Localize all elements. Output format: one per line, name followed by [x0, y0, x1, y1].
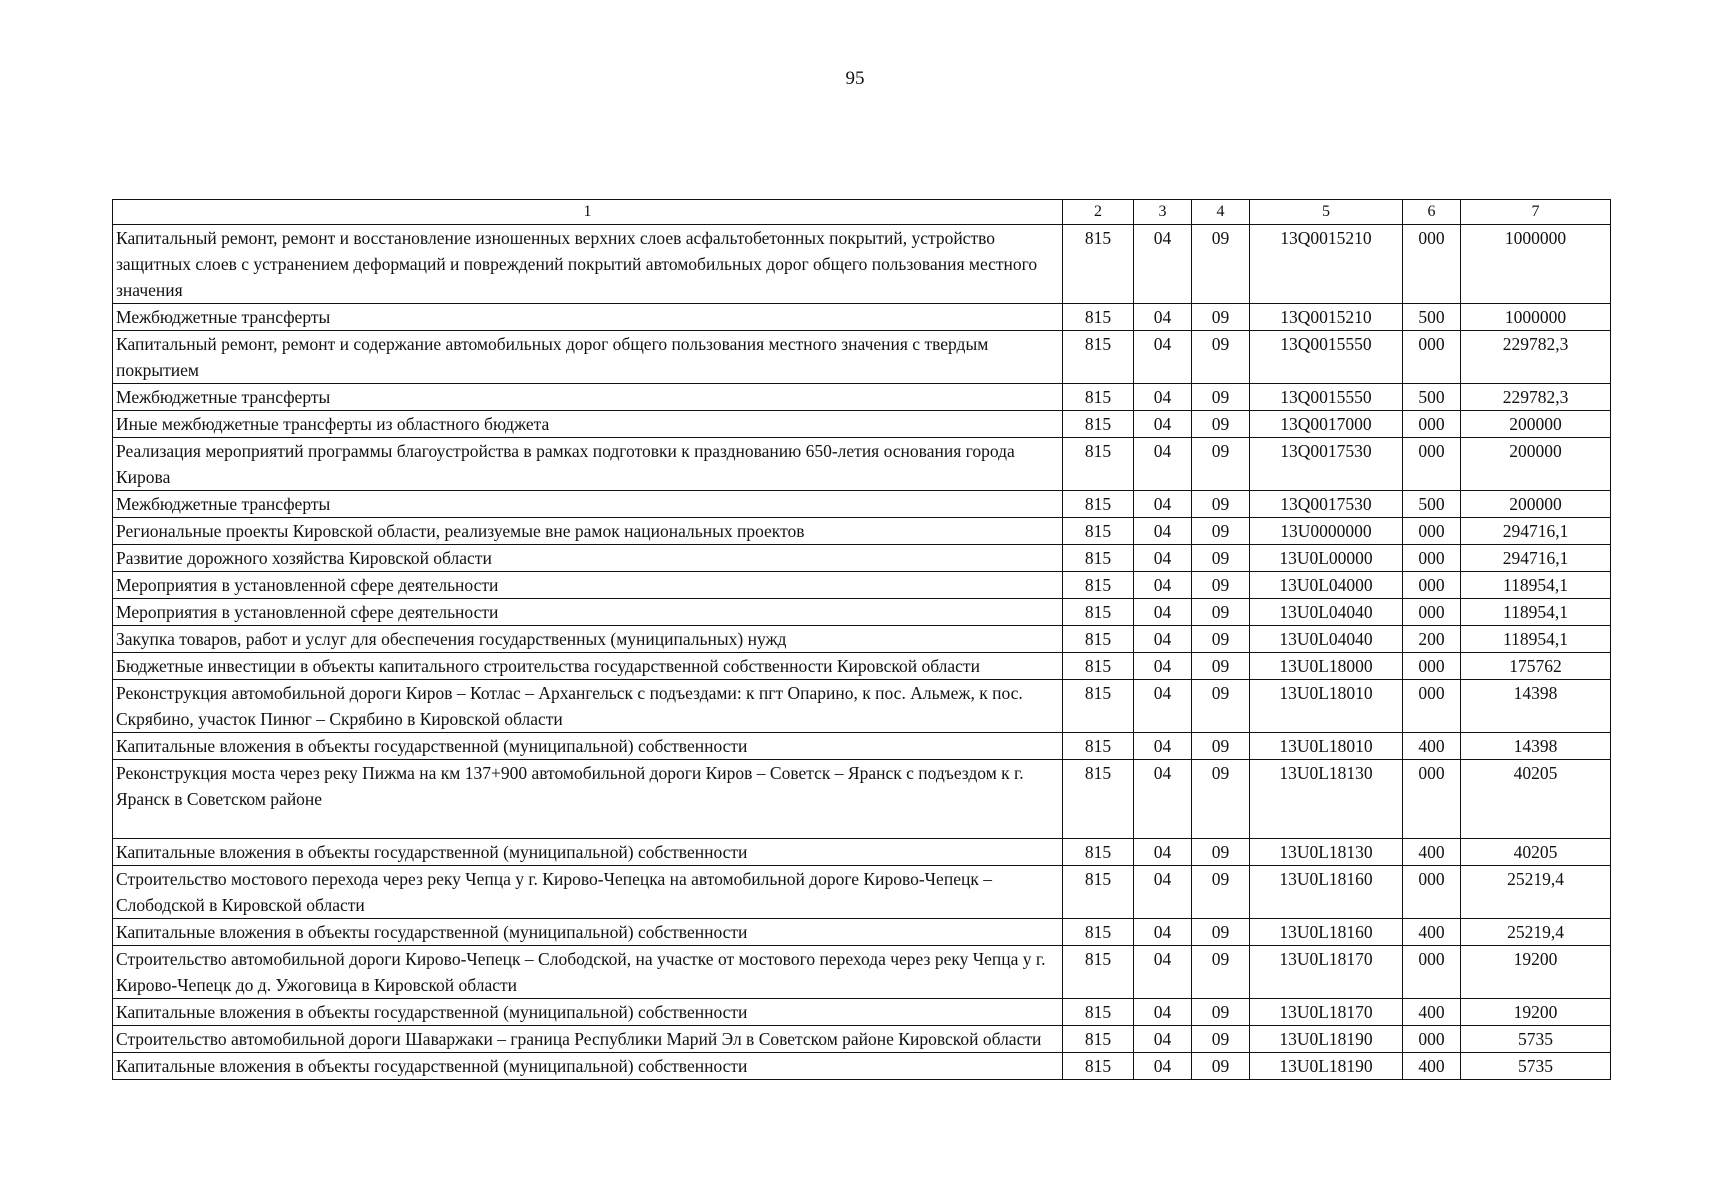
col-2-value: 815: [1063, 599, 1134, 626]
col-2-value: 815: [1063, 304, 1134, 331]
col-6-value: 000: [1403, 946, 1461, 999]
col-4-value: 09: [1192, 225, 1250, 304]
row-name: Капитальные вложения в объекты государственной (муниципальной) собственности: [113, 919, 1063, 946]
col-7-value: 1000000: [1461, 304, 1611, 331]
budget-table: [112, 199, 1611, 1080]
col-5-value: 13U0L18130: [1250, 760, 1403, 839]
col-6-value: 000: [1403, 866, 1461, 919]
col-2-value: 815: [1063, 1026, 1134, 1053]
col-7-value: 14398: [1461, 680, 1611, 733]
col-6-value: 000: [1403, 411, 1461, 438]
col-7-value: 200000: [1461, 491, 1611, 518]
column-header: 7: [1461, 200, 1611, 225]
table-row: [113, 946, 1611, 999]
col-5-value: 13Q0015550: [1250, 384, 1403, 411]
col-3-value: 04: [1134, 438, 1192, 491]
col-4-value: 09: [1192, 1053, 1250, 1080]
row-name: Капитальные вложения в объекты государственной (муниципальной) собственности: [113, 733, 1063, 760]
col-2-value: 815: [1063, 733, 1134, 760]
col-6-value: 000: [1403, 680, 1461, 733]
table-row: [113, 999, 1611, 1026]
col-4-value: 09: [1192, 438, 1250, 491]
row-name: Мероприятия в установленной сфере деятельности: [113, 599, 1063, 626]
col-5-value: 13U0L04040: [1250, 626, 1403, 653]
col-4-value: 09: [1192, 491, 1250, 518]
col-2-value: 815: [1063, 331, 1134, 384]
col-4-value: 09: [1192, 626, 1250, 653]
col-6-value: 000: [1403, 545, 1461, 572]
col-4-value: 09: [1192, 999, 1250, 1026]
header-row: [113, 200, 1611, 225]
col-4-value: 09: [1192, 518, 1250, 545]
table-row: [113, 411, 1611, 438]
col-3-value: 04: [1134, 384, 1192, 411]
table-row: [113, 304, 1611, 331]
col-4-value: 09: [1192, 919, 1250, 946]
table-body: [113, 225, 1611, 1080]
row-name: Строительство мостового перехода через реку Чепца у г. Кирово-Чепецка на автомобильной дороге Кирово-Чепецк – Слободской в Кировской области: [113, 866, 1063, 919]
page-number: 95: [845, 68, 865, 89]
col-6-value: 200: [1403, 626, 1461, 653]
column-header: 3: [1134, 200, 1192, 225]
col-3-value: 04: [1134, 518, 1192, 545]
col-7-value: 118954,1: [1461, 572, 1611, 599]
col-5-value: 13Q0017530: [1250, 438, 1403, 491]
col-5-value: 13U0L18010: [1250, 733, 1403, 760]
table-row: [113, 680, 1611, 733]
table-row: [113, 225, 1611, 304]
col-4-value: 09: [1192, 411, 1250, 438]
col-5-value: 13U0L04040: [1250, 599, 1403, 626]
table-row: [113, 384, 1611, 411]
col-2-value: 815: [1063, 225, 1134, 304]
table-row: [113, 653, 1611, 680]
col-7-value: 294716,1: [1461, 545, 1611, 572]
col-4-value: 09: [1192, 331, 1250, 384]
table-row: [113, 760, 1611, 839]
col-6-value: 500: [1403, 304, 1461, 331]
col-7-value: 40205: [1461, 839, 1611, 866]
col-5-value: 13U0L04000: [1250, 572, 1403, 599]
col-5-value: 13U0L18190: [1250, 1053, 1403, 1080]
column-header: 6: [1403, 200, 1461, 225]
table-row: [113, 1053, 1611, 1080]
col-6-value: 000: [1403, 572, 1461, 599]
row-name: Капитальные вложения в объекты государственной (муниципальной) собственности: [113, 1053, 1063, 1080]
col-3-value: 04: [1134, 599, 1192, 626]
col-4-value: 09: [1192, 653, 1250, 680]
col-7-value: 175762: [1461, 653, 1611, 680]
col-7-value: 25219,4: [1461, 866, 1611, 919]
col-2-value: 815: [1063, 999, 1134, 1026]
row-name: Реконструкция моста через реку Пижма на км 137+900 автомобильной дороги Киров – Советск – Яранск с подъездом к г. Яранск в Советском районе: [113, 760, 1063, 839]
col-3-value: 04: [1134, 1026, 1192, 1053]
col-7-value: 14398: [1461, 733, 1611, 760]
row-name: Строительство автомобильной дороги Шаваржаки – граница Республики Марий Эл в Советском районе Кировской области: [113, 1026, 1063, 1053]
table-row: [113, 866, 1611, 919]
col-3-value: 04: [1134, 1053, 1192, 1080]
col-3-value: 04: [1134, 411, 1192, 438]
col-5-value: 13U0L18190: [1250, 1026, 1403, 1053]
col-5-value: 13U0L18170: [1250, 946, 1403, 999]
col-4-value: 09: [1192, 572, 1250, 599]
col-6-value: 000: [1403, 653, 1461, 680]
col-2-value: 815: [1063, 518, 1134, 545]
col-2-value: 815: [1063, 653, 1134, 680]
col-3-value: 04: [1134, 626, 1192, 653]
col-3-value: 04: [1134, 680, 1192, 733]
col-7-value: 40205: [1461, 760, 1611, 839]
col-2-value: 815: [1063, 572, 1134, 599]
col-3-value: 04: [1134, 866, 1192, 919]
col-7-value: 200000: [1461, 438, 1611, 491]
table-row: [113, 733, 1611, 760]
table-row: [113, 626, 1611, 653]
row-name: Развитие дорожного хозяйства Кировской области: [113, 545, 1063, 572]
col-7-value: 5735: [1461, 1053, 1611, 1080]
col-3-value: 04: [1134, 999, 1192, 1026]
col-7-value: 19200: [1461, 946, 1611, 999]
col-7-value: 229782,3: [1461, 331, 1611, 384]
col-2-value: 815: [1063, 680, 1134, 733]
col-2-value: 815: [1063, 491, 1134, 518]
col-6-value: 000: [1403, 225, 1461, 304]
col-6-value: 400: [1403, 999, 1461, 1026]
row-name: Межбюджетные трансферты: [113, 491, 1063, 518]
col-4-value: 09: [1192, 946, 1250, 999]
col-6-value: 000: [1403, 518, 1461, 545]
col-3-value: 04: [1134, 304, 1192, 331]
row-name: Капитальные вложения в объекты государственной (муниципальной) собственности: [113, 999, 1063, 1026]
col-7-value: 118954,1: [1461, 599, 1611, 626]
col-7-value: 118954,1: [1461, 626, 1611, 653]
col-6-value: 000: [1403, 1026, 1461, 1053]
col-4-value: 09: [1192, 866, 1250, 919]
col-5-value: 13Q0015550: [1250, 331, 1403, 384]
col-2-value: 815: [1063, 839, 1134, 866]
col-6-value: 000: [1403, 438, 1461, 491]
row-name: Межбюджетные трансферты: [113, 384, 1063, 411]
col-3-value: 04: [1134, 733, 1192, 760]
row-name: Иные межбюджетные трансферты из областного бюджета: [113, 411, 1063, 438]
col-2-value: 815: [1063, 411, 1134, 438]
col-2-value: 815: [1063, 545, 1134, 572]
col-2-value: 815: [1063, 1053, 1134, 1080]
table-row: [113, 518, 1611, 545]
table-row: [113, 438, 1611, 491]
col-2-value: 815: [1063, 919, 1134, 946]
col-4-value: 09: [1192, 304, 1250, 331]
col-5-value: 13Q0017000: [1250, 411, 1403, 438]
col-7-value: 229782,3: [1461, 384, 1611, 411]
col-4-value: 09: [1192, 599, 1250, 626]
col-5-value: 13U0L18160: [1250, 866, 1403, 919]
col-3-value: 04: [1134, 946, 1192, 999]
col-7-value: 25219,4: [1461, 919, 1611, 946]
col-3-value: 04: [1134, 919, 1192, 946]
col-3-value: 04: [1134, 331, 1192, 384]
col-2-value: 815: [1063, 384, 1134, 411]
col-5-value: 13Q0017530: [1250, 491, 1403, 518]
col-5-value: 13U0L18130: [1250, 839, 1403, 866]
col-4-value: 09: [1192, 545, 1250, 572]
col-3-value: 04: [1134, 839, 1192, 866]
table-row: [113, 599, 1611, 626]
table-row: [113, 545, 1611, 572]
col-5-value: 13Q0015210: [1250, 225, 1403, 304]
col-3-value: 04: [1134, 225, 1192, 304]
col-6-value: 400: [1403, 839, 1461, 866]
col-7-value: 19200: [1461, 999, 1611, 1026]
column-header: 2: [1063, 200, 1134, 225]
col-3-value: 04: [1134, 572, 1192, 599]
col-4-value: 09: [1192, 384, 1250, 411]
table-row: [113, 491, 1611, 518]
table-row: [113, 331, 1611, 384]
col-3-value: 04: [1134, 760, 1192, 839]
col-2-value: 815: [1063, 438, 1134, 491]
column-header: 5: [1250, 200, 1403, 225]
table-row: [113, 572, 1611, 599]
row-name: Капитальные вложения в объекты государственной (муниципальной) собственности: [113, 839, 1063, 866]
col-4-value: 09: [1192, 1026, 1250, 1053]
col-5-value: 13U0000000: [1250, 518, 1403, 545]
col-3-value: 04: [1134, 491, 1192, 518]
row-name: Межбюджетные трансферты: [113, 304, 1063, 331]
table-row: [113, 839, 1611, 866]
col-5-value: 13U0L00000: [1250, 545, 1403, 572]
row-name: Строительство автомобильной дороги Кирово-Чепецк – Слободской, на участке от мостового перехода через реку Чепца у г. Кирово-Чепецк до д. Ужоговица в Кировской области: [113, 946, 1063, 999]
row-name: Реконструкция автомобильной дороги Киров – Котлас – Архангельск с подъездами: к пгт Опарино, к пос. Альмеж, к пос. Скрябино, участок Пинюг – Скрябино в Кировской области: [113, 680, 1063, 733]
col-6-value: 000: [1403, 599, 1461, 626]
col-4-value: 09: [1192, 733, 1250, 760]
row-name: Региональные проекты Кировской области, реализуемые вне рамок национальных проектов: [113, 518, 1063, 545]
col-6-value: 000: [1403, 760, 1461, 839]
table-row: [113, 1026, 1611, 1053]
col-7-value: 5735: [1461, 1026, 1611, 1053]
col-5-value: 13Q0015210: [1250, 304, 1403, 331]
col-4-value: 09: [1192, 760, 1250, 839]
col-2-value: 815: [1063, 866, 1134, 919]
col-7-value: 1000000: [1461, 225, 1611, 304]
col-5-value: 13U0L18010: [1250, 680, 1403, 733]
column-header: 1: [113, 200, 1063, 225]
col-6-value: 400: [1403, 733, 1461, 760]
col-6-value: 400: [1403, 1053, 1461, 1080]
col-5-value: 13U0L18160: [1250, 919, 1403, 946]
col-4-value: 09: [1192, 680, 1250, 733]
col-7-value: 200000: [1461, 411, 1611, 438]
col-2-value: 815: [1063, 626, 1134, 653]
row-name: Закупка товаров, работ и услуг для обеспечения государственных (муниципальных) нужд: [113, 626, 1063, 653]
col-3-value: 04: [1134, 545, 1192, 572]
row-name: Капитальный ремонт, ремонт и восстановление изношенных верхних слоев асфальтобетонных покрытий, устройство защитных слоев с устранением деформаций и повреждений покрытий автомобильных дорог общего пользования местного значения: [113, 225, 1063, 304]
col-2-value: 815: [1063, 760, 1134, 839]
row-name: Бюджетные инвестиции в объекты капитального строительства государственной собственности Кировской области: [113, 653, 1063, 680]
table-row: [113, 919, 1611, 946]
col-6-value: 500: [1403, 384, 1461, 411]
col-6-value: 000: [1403, 331, 1461, 384]
col-3-value: 04: [1134, 653, 1192, 680]
col-5-value: 13U0L18170: [1250, 999, 1403, 1026]
col-6-value: 400: [1403, 919, 1461, 946]
column-header: 4: [1192, 200, 1250, 225]
row-name: Реализация мероприятий программы благоустройства в рамках подготовки к празднованию 650-летия основания города Кирова: [113, 438, 1063, 491]
col-6-value: 500: [1403, 491, 1461, 518]
col-7-value: 294716,1: [1461, 518, 1611, 545]
row-name: Капитальный ремонт, ремонт и содержание автомобильных дорог общего пользования местного значения с твердым покрытием: [113, 331, 1063, 384]
row-name: Мероприятия в установленной сфере деятельности: [113, 572, 1063, 599]
col-4-value: 09: [1192, 839, 1250, 866]
col-2-value: 815: [1063, 946, 1134, 999]
col-5-value: 13U0L18000: [1250, 653, 1403, 680]
